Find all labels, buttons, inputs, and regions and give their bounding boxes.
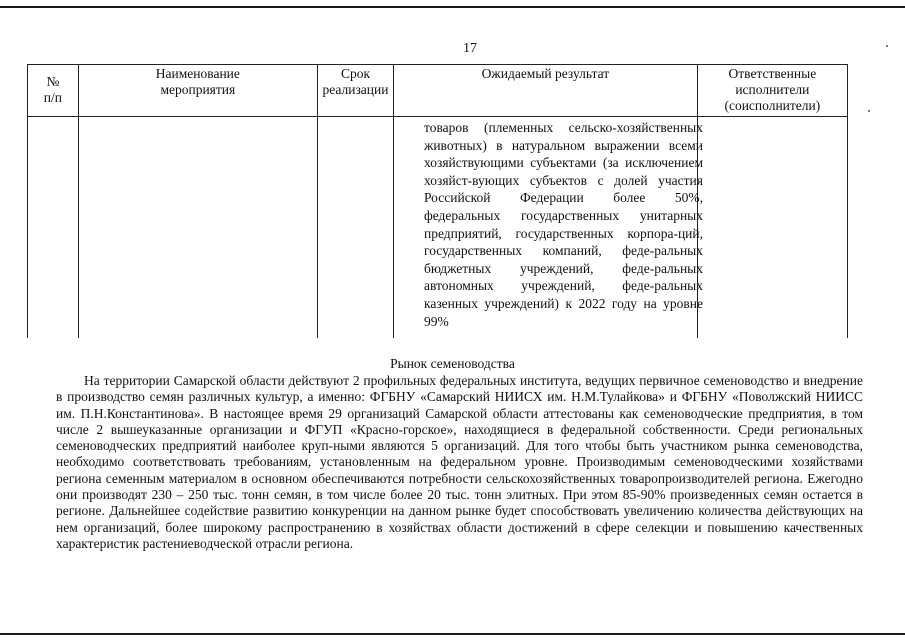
page-number: 17 [463,41,477,56]
section-title: Рынок семеноводства [390,356,515,371]
scan-bottom-border [0,633,905,635]
cell-measure-name [78,117,317,339]
scan-top-border [0,6,905,8]
table-header-row [28,65,848,117]
cell-term [317,117,393,339]
header-expected-result: Ожидаемый результат [394,65,698,117]
header-measure-name: Наименование мероприятия [78,65,317,117]
expected-result-text: товаров (племенных сельско-хозяйственных животных) в натуральном выражении всеми хозяйствующими субъектами (за исключением хозяйст-вующих субъектов с долей участия Российской Федерации более 50%, федеральных государственных унитарных предприятий, государственных корпора-ций, государственных компаний, феде-ральных бюджетных учреждений, феде-ральных автономных учреждений, феде-ральных казенных учреждений) к 2022 году на уровне 99% [424,120,703,329]
header-term: Срок реализации [317,65,393,117]
cell-responsible [697,117,847,339]
section-paragraph: На территории Самарской области действуют 2 профильных федеральных института, ведущих первичное семеноводство и внедрение в производство семян различных культур, а именно: ФГБНУ «Самарский НИИСХ им. Н.М.Тулайкова» и ФГБНУ «Поволжский НИИСС им. П.Н.Константинова». В настоящее время 29 организаций Самарской области аттестованы как семеноводческие предприятия, в том числе 2 вышеуказанные организации и ФГУП «Красно-горское», находящиеся в федеральной собственности. Среди региональных семеноводческих предприятий наиболее круп-ными являются 5 организаций. Для того чтобы быть участником рынка семеноводства, необходимо соответствовать требованиям, установленным на федеральном уровне. Производимым семеноводческими хозяйствами региона семенным материалом в основном обеспечиваются потребности сельскохозяйственных товаропроизводителей региона. Ежегодно они производят 230 – 250 тыс. тонн семян, в том числе более 20 тыс. тонн элитных. При этом 85-90% произведенных семян остается в регионе. Дальнейшее содействие развитию конкуренции на данном рынке будет способствовать увеличению количества действующих на нем организаций, более широкому распространению в хозяйствах области достижений в сфере селекции и повышению качественных характеристик растениеводческой отрасли региона. [56,373,863,551]
scan-speck [868,110,870,112]
header-number: № п/п [28,65,79,117]
cell-number [28,117,79,339]
header-responsible: Ответственные исполнители (соисполнители) [697,65,847,117]
